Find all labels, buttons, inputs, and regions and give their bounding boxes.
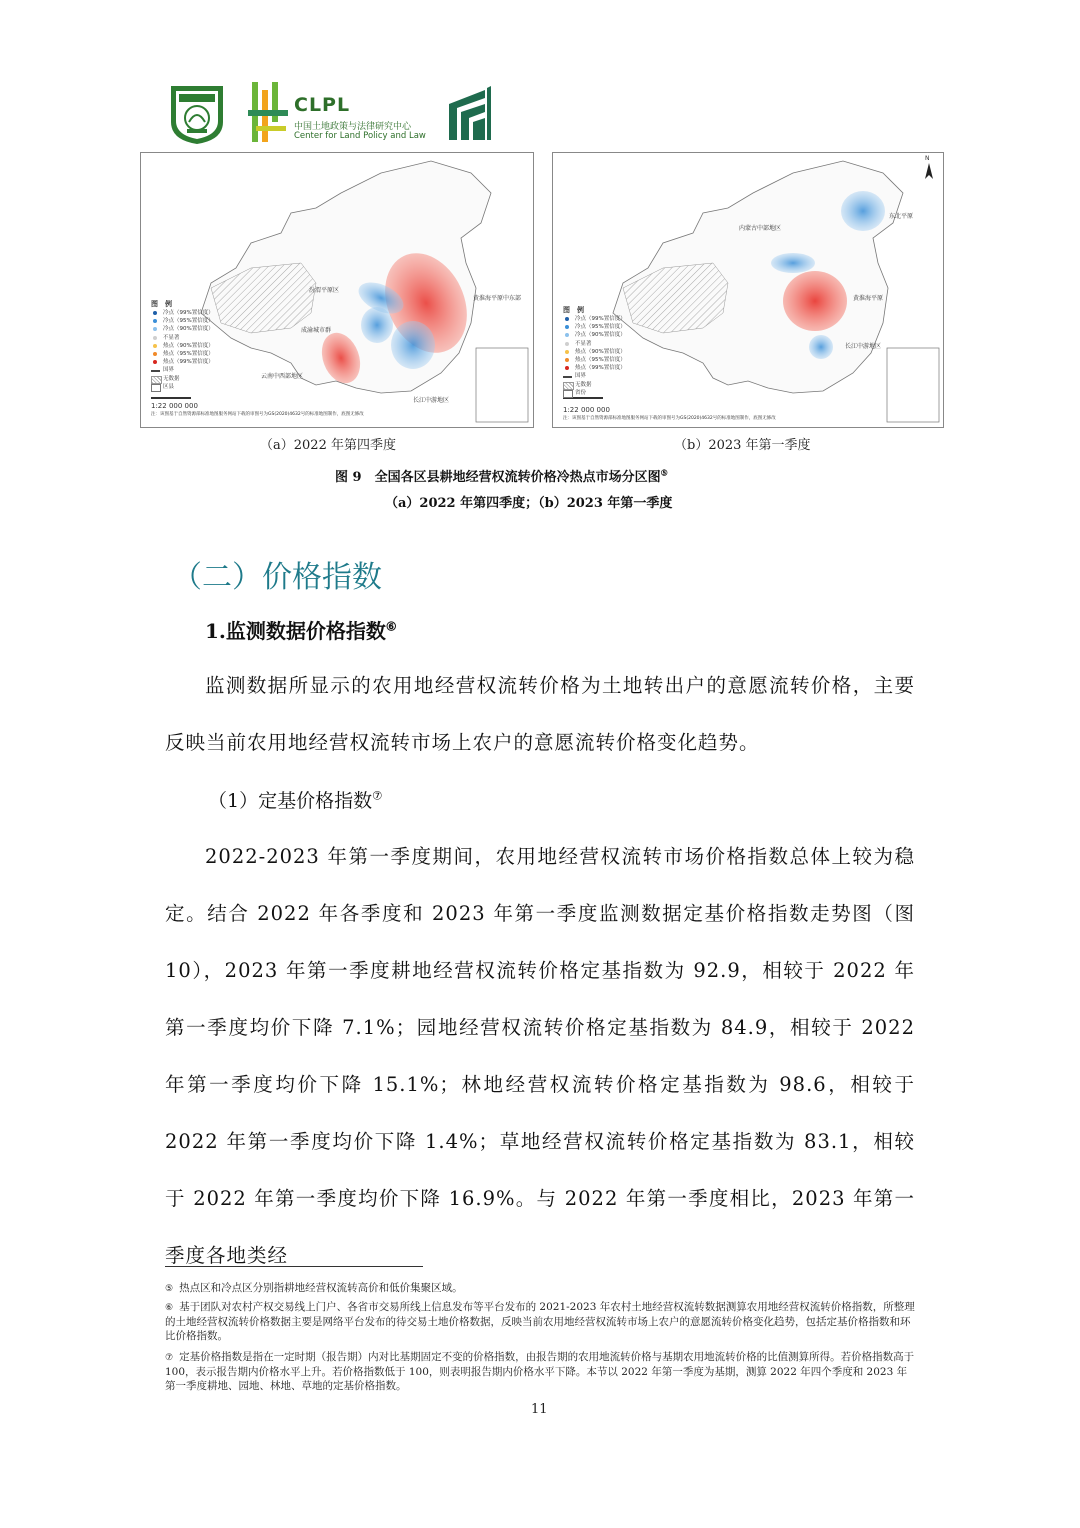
map-b-legend-swatch <box>565 342 569 346</box>
map-a-legend-title: 图 例 <box>151 300 172 308</box>
label-changjiang: 长江中游地区 <box>413 397 450 404</box>
footnote-5-text: 热点区和冷点区分别指耕地经营权流转高价和低价集聚区域。 <box>179 1282 463 1294</box>
hotspot-map-2022q4 <box>140 152 534 428</box>
map-a-legend-label: 热点（99%置信度） <box>163 359 214 366</box>
footnote-6-text: 基于团队对农村产权交易线上门户、各省市交易所线上信息发布等平台发布的 2021-2023 年农村土地经营权流转数据测算农用地经营权流转价格指数，所整理的土地经营权流转价格数据主要是网络平台发布的待交易土地价格数据，反映当前农用地经营权流转市场上农户的意愿流转价格变化趋势，包括定基价格指数和环比价格指数。 <box>165 1301 915 1342</box>
map-a-legend-item <box>151 317 214 325</box>
map-b-legend-item <box>563 348 626 356</box>
map-b-legend-item <box>563 364 626 372</box>
map-a-source-note: 注：该图基于自然资源部标准地图服务网站下载的审图号为GS(2020)4632号的标准地图制作，底图无修改 <box>151 412 364 417</box>
label-dongbei: 东北平原 <box>889 213 914 220</box>
map-a-legend-label: 冷点（90%置信度） <box>163 326 214 333</box>
label-chengyu: 成渝城市群 <box>301 327 332 334</box>
map-a-legend-item <box>151 366 214 374</box>
map-b-legend-item <box>563 389 626 397</box>
map-b-legend-label: 热点（99%置信度） <box>575 365 626 372</box>
map-a-caption: （a）2022 年第四季度 <box>260 438 396 453</box>
subsubsection-heading <box>208 786 382 813</box>
map-b-legend-item <box>563 372 626 380</box>
north-arrow-label: N <box>925 155 930 162</box>
map-b-legend-label: 不显著 <box>575 340 592 347</box>
map-a-legend-label: 国界 <box>163 367 175 374</box>
clpl-title: CLPL <box>294 94 351 116</box>
clpl-english-name: Center for Land Policy and Law <box>294 131 426 141</box>
map-a-legend-swatch <box>151 370 160 372</box>
cau-logo <box>165 82 229 146</box>
map-b-legend-item <box>563 323 626 331</box>
map-b-legend-item <box>563 356 626 364</box>
label-changjiang-b: 长江中游地区 <box>845 343 882 350</box>
map-b-legend-label: 热点（95%置信度） <box>575 356 626 363</box>
map-b-legend-swatch <box>565 358 569 362</box>
map-a-legend-item <box>151 375 214 383</box>
map-a-legend-label: 热点（95%置信度） <box>163 350 214 357</box>
map-a-legend-label: 不显著 <box>163 334 180 341</box>
map-b-legend-label: 冷点（90%置信度） <box>575 332 626 339</box>
subsubsection-heading-text: （1）定基价格指数 <box>208 790 373 812</box>
map-b-legend-swatch <box>565 350 569 354</box>
map-b-legend-label: 冷点（95%置信度） <box>575 324 626 331</box>
map-b-legend <box>563 315 626 397</box>
footnote-6-mark: ⑥ <box>165 1303 174 1313</box>
map-b-legend-swatch <box>563 390 573 398</box>
label-hanwei: 汾渭平原区 <box>309 287 340 294</box>
map-a-legend-swatch <box>153 319 157 323</box>
label-huanghuai-b: 黄淮海平原 <box>853 295 884 302</box>
figure-caption-text: 图 9 全国各区县耕地经营权流转价格冷热点市场分区图 <box>335 470 661 485</box>
map-b-legend-swatch <box>565 325 569 329</box>
map-a-legend-label: 区县 <box>163 383 175 390</box>
subsection-heading <box>205 615 397 644</box>
map-a-legend-swatch <box>153 311 157 315</box>
map-a-legend-swatch <box>153 327 157 331</box>
figure-caption <box>335 466 668 485</box>
footnote-5 <box>165 1281 915 1296</box>
footnote-5-mark: ⑤ <box>165 1284 174 1294</box>
section-heading: （二）价格指数 <box>172 560 382 595</box>
map-b-legend-label: 省份 <box>575 389 587 396</box>
map-a-legend-item <box>151 358 214 366</box>
map-a-legend-item <box>151 350 214 358</box>
map-a-legend-swatch <box>151 384 161 392</box>
footnote-6 <box>165 1300 915 1343</box>
subsection-footnote-mark: ⑥ <box>385 619 397 634</box>
footnote-divider <box>165 1266 423 1267</box>
paragraph-2: 2022-2023 年第一季度期间，农用地经营权流转市场价格指数总体上较为稳定。结合 2022 年各季度和 2023 年第一季度监测数据定基价格指数走势图（图 10），2023 年第一季度耕地经营权流转价格定基指数为 92.9，相较于 2022 年第一季度均价下降 7.1%；园地经营权流转价格定基指数为 84.9，相较于 2022 年第一季度均价下降 15.1%；林地经营权流转价格定基指数为 98.6，相较于 2022 年第一季度均价下降 1.4%；草地经营权流转价格定基指数为 83.1，相较于 2022 年第一季度均价下降 16.9%。与 2022 年第一季度相比，2023 年第一季度各地类经 <box>165 845 915 1267</box>
map-a-legend-item <box>151 325 214 333</box>
paragraph-1: 监测数据所显示的农用地经营权流转价格为土地转出户的意愿流转价格，主要反映当前农用地经营权流转市场上农户的意愿流转价格变化趋势。 <box>165 674 915 754</box>
partner-logo <box>445 84 493 144</box>
map-b-source-note: 注：该图基于自然资源部标准地图服务网站下载的审图号为GS(2020)4632号的标准地图制作，底图无修改 <box>563 416 776 421</box>
map-a-legend-item <box>151 342 214 350</box>
map-a-legend-swatch <box>153 352 157 356</box>
map-a-legend-label: 热点（90%置信度） <box>163 342 214 349</box>
map-b-legend-label: 国界 <box>575 373 587 380</box>
map-b-legend-item <box>563 331 626 339</box>
map-a-legend-label: 无数据 <box>163 375 180 382</box>
map-a-legend-label: 冷点（99%置信度） <box>163 310 214 316</box>
clpl-logo <box>246 80 426 146</box>
map-a-legend-label: 冷点（95%置信度） <box>163 318 214 325</box>
map-b-legend-swatch <box>565 317 569 321</box>
figure-caption-footnote-mark: ⑤ <box>660 468 668 478</box>
map-b-legend-item <box>563 381 626 389</box>
map-a-legend-item <box>151 309 214 317</box>
map-a-legend-swatch <box>153 336 157 340</box>
clpl-chinese-name: 中国土地政策与法律研究中心 <box>294 122 412 132</box>
map-a-scale: 1:22 000 000 <box>151 402 198 410</box>
footnote-7 <box>165 1350 915 1393</box>
map-b-legend-label: 热点（90%置信度） <box>575 348 626 355</box>
map-a-legend-item <box>151 334 214 342</box>
map-b-legend-item <box>563 340 626 348</box>
map-a-legend-swatch <box>153 344 157 348</box>
map-b-scale: 1:22 000 000 <box>563 406 610 414</box>
map-a-legend <box>151 309 214 391</box>
footnote-7-text: 定基价格指数是指在一定时期（报告期）内对比基期固定不变的价格指数，由报告期的农用地流转价格与基期农用地流转价格的比值测算所得。若价格指数高于 100，表示报告期内价格水平上升。若价格指数低于 100，则表明报告期内价格水平下降。本节以 2022 年第一季度为基期，测算 2022 年四个季度和 2023 年第一季度耕地、园地、林地、草地的定基价格指数。 <box>165 1351 915 1392</box>
map-b-legend-swatch <box>565 366 569 370</box>
map-b-caption: （b）2023 年第一季度 <box>674 438 811 453</box>
page-number: 11 <box>531 1402 548 1417</box>
label-huanghuai: 黄淮海平原中东部 <box>473 295 522 302</box>
map-a-legend-item <box>151 383 214 391</box>
map-a-legend-swatch <box>153 360 157 364</box>
map-b-legend-item <box>563 315 626 323</box>
label-neimeng: 内蒙古中部地区 <box>739 225 782 232</box>
figure-subcaption: （a）2022 年第四季度；（b）2023 年第一季度 <box>385 496 673 511</box>
map-b-legend-title: 图 例 <box>563 306 584 314</box>
hotspot-map-2023q1 <box>552 152 944 428</box>
map-b-legend-swatch <box>563 376 572 378</box>
subsubsection-footnote-mark: ⑦ <box>372 788 383 803</box>
footnote-7-mark: ⑦ <box>165 1353 174 1363</box>
map-b-legend-swatch <box>565 333 569 337</box>
label-yunnan: 云南中西部地区 <box>261 373 304 380</box>
map-b-legend-label: 无数据 <box>575 381 592 388</box>
map-b-legend-label: 冷点（99%置信度） <box>575 316 626 322</box>
subsection-heading-text: 1.监测数据价格指数 <box>205 619 386 643</box>
